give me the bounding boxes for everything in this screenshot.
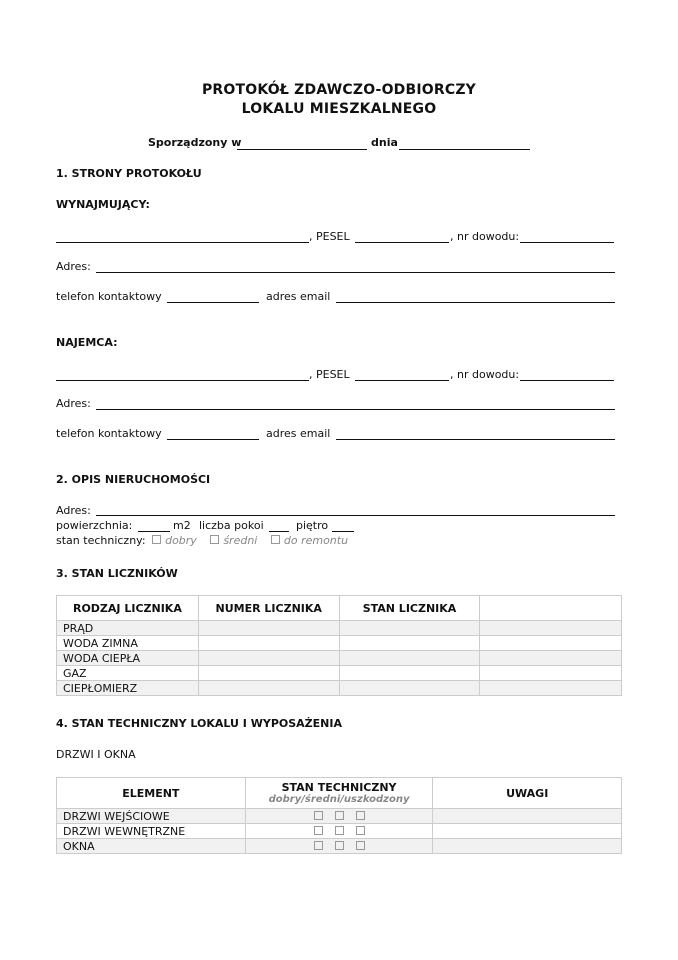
tenant-name-field[interactable]: [56, 380, 309, 381]
element-cell: DRZWI WEWNĘTRZNE: [57, 824, 246, 839]
checkbox-good[interactable]: [314, 811, 323, 820]
date-field[interactable]: [399, 149, 530, 150]
column-header-meter-number: NUMER LICZNIKA: [198, 596, 339, 621]
rooms-label: liczba pokoi: [199, 519, 264, 532]
property-address-label: Adres:: [56, 504, 91, 517]
element-cell: DRZWI WEJŚCIOWE: [57, 809, 246, 824]
checkbox-average[interactable]: [335, 811, 344, 820]
landlord-phone-field[interactable]: [167, 302, 259, 303]
option-average: średni: [223, 534, 258, 547]
meter-number-cell[interactable]: [198, 666, 339, 681]
meters-header-row: [57, 596, 622, 621]
meter-reading-cell[interactable]: [339, 651, 480, 666]
place-label: Sporządzony w: [148, 136, 242, 149]
table-row: [57, 839, 622, 854]
floor-field[interactable]: [332, 531, 354, 532]
section-heading-meters: 3. STAN LICZNIKÓW: [56, 567, 178, 580]
checkbox-good[interactable]: [152, 535, 161, 544]
checkbox-average[interactable]: [335, 826, 344, 835]
property-address-field[interactable]: [96, 515, 615, 516]
tenant-phone-field[interactable]: [167, 439, 259, 440]
subheading-doors-windows: DRZWI I OKNA: [56, 748, 136, 761]
state-cell: [245, 809, 433, 824]
meter-number-cell[interactable]: [198, 651, 339, 666]
tenant-email-field[interactable]: [336, 439, 615, 440]
landlord-phone-label: telefon kontaktowy: [56, 290, 162, 303]
tenant-id-label: , nr dowodu:: [450, 368, 520, 381]
table-row: [57, 681, 622, 696]
meters-table: [56, 595, 622, 696]
checkbox-average[interactable]: [210, 535, 219, 544]
tenant-address-field[interactable]: [96, 409, 615, 410]
landlord-address-field[interactable]: [96, 272, 615, 273]
meter-type-cell: PRĄD: [57, 621, 199, 636]
meter-extra-cell[interactable]: [480, 681, 622, 696]
tenant-phone-label: telefon kontaktowy: [56, 427, 162, 440]
rooms-field[interactable]: [269, 531, 289, 532]
table-row: [57, 636, 622, 651]
table-row: [57, 651, 622, 666]
column-header-meter-reading: STAN LICZNIKA: [339, 596, 480, 621]
document-title-line1: PROTOKÓŁ ZDAWCZO-ODBIORCZY: [201, 82, 477, 98]
landlord-pesel-label: , PESEL: [309, 230, 350, 243]
landlord-pesel-field[interactable]: [355, 242, 449, 243]
landlord-label: WYNAJMUJĄCY:: [56, 198, 150, 211]
state-header-label: STAN TECHNICZNY: [281, 781, 397, 794]
meter-reading-cell[interactable]: [339, 666, 480, 681]
date-label: dnia: [371, 136, 398, 149]
meter-extra-cell[interactable]: [480, 636, 622, 651]
tenant-pesel-label: , PESEL: [309, 368, 350, 381]
floor-label: piętro: [296, 519, 329, 532]
meter-type-cell: WODA ZIMNA: [57, 636, 199, 651]
checkbox-good[interactable]: [314, 826, 323, 835]
landlord-name-field[interactable]: [56, 242, 309, 243]
section-heading-property: 2. OPIS NIERUCHOMOŚCI: [56, 473, 211, 486]
meter-number-cell[interactable]: [198, 621, 339, 636]
element-cell: OKNA: [57, 839, 246, 854]
table-row: [57, 824, 622, 839]
state-cell: [245, 839, 433, 854]
meter-type-cell: WODA CIEPŁA: [57, 651, 199, 666]
place-field[interactable]: [237, 149, 367, 150]
landlord-email-field[interactable]: [336, 302, 615, 303]
meter-extra-cell[interactable]: [480, 651, 622, 666]
checkbox-good[interactable]: [314, 841, 323, 850]
condition-row: [56, 534, 348, 547]
tenant-pesel-field[interactable]: [355, 380, 449, 381]
notes-cell[interactable]: [433, 809, 622, 824]
table-row: [57, 809, 622, 824]
section-heading-technical-state: 4. STAN TECHNICZNY LOKALU I WYPOSAŻENIA: [56, 717, 342, 730]
meter-type-cell: GAZ: [57, 666, 199, 681]
column-header-extra: [480, 596, 622, 621]
column-header-meter-type: RODZAJ LICZNIKA: [57, 596, 199, 621]
condition-label: stan techniczny:: [56, 534, 146, 547]
checkbox-damaged[interactable]: [356, 841, 365, 850]
meter-type-cell: CIEPŁOMIERZ: [57, 681, 199, 696]
doors-header-row: [57, 778, 622, 809]
tenant-label: NAJEMCA:: [56, 336, 118, 349]
state-cell: [245, 824, 433, 839]
meter-extra-cell[interactable]: [480, 666, 622, 681]
tenant-id-field[interactable]: [520, 380, 614, 381]
checkbox-average[interactable]: [335, 841, 344, 850]
document-title-line2: LOKALU MIESZKALNEGO: [241, 101, 437, 117]
doors-windows-table: [56, 777, 622, 854]
column-header-notes: UWAGI: [433, 778, 622, 809]
state-header-sublabel: dobry/średni/uszkodzony: [268, 794, 410, 805]
tenant-address-label: Adres:: [56, 397, 91, 410]
section-heading-parties: 1. STRONY PROTOKOŁU: [56, 167, 202, 180]
column-header-element: ELEMENT: [57, 778, 246, 809]
tenant-email-label: adres email: [266, 427, 331, 440]
landlord-address-label: Adres:: [56, 260, 91, 273]
notes-cell[interactable]: [433, 839, 622, 854]
meter-reading-cell[interactable]: [339, 681, 480, 696]
option-renovation: do remontu: [283, 534, 349, 547]
meter-reading-cell[interactable]: [339, 621, 480, 636]
meter-extra-cell[interactable]: [480, 621, 622, 636]
area-unit: m2: [173, 519, 191, 532]
column-header-state: [245, 778, 433, 809]
landlord-id-field[interactable]: [520, 242, 614, 243]
table-row: [57, 621, 622, 636]
notes-cell[interactable]: [433, 824, 622, 839]
checkbox-renovation[interactable]: [271, 535, 280, 544]
landlord-email-label: adres email: [266, 290, 331, 303]
checkbox-damaged[interactable]: [356, 826, 365, 835]
meter-number-cell[interactable]: [198, 636, 339, 651]
option-good: dobry: [165, 534, 197, 547]
landlord-id-label: , nr dowodu:: [450, 230, 520, 243]
meter-reading-cell[interactable]: [339, 636, 480, 651]
checkbox-damaged[interactable]: [356, 811, 365, 820]
meter-number-cell[interactable]: [198, 681, 339, 696]
area-field[interactable]: [138, 531, 170, 532]
table-row: [57, 666, 622, 681]
area-label: powierzchnia:: [56, 519, 133, 532]
